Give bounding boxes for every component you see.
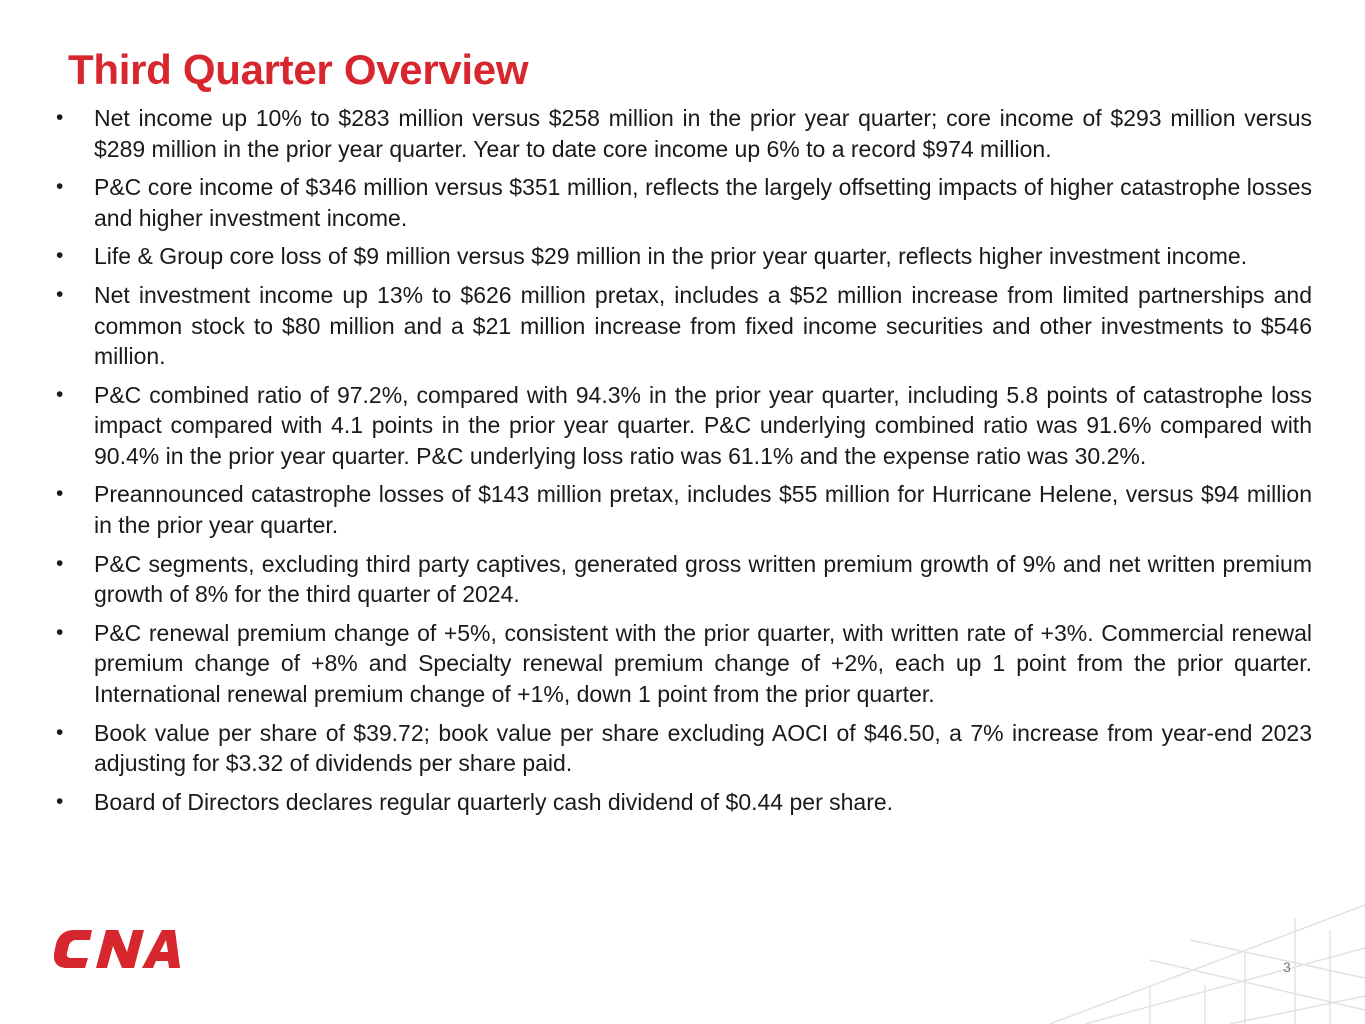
bullet-marker: •	[56, 482, 64, 506]
bullet-marker: •	[56, 283, 64, 307]
bullet-item	[56, 618, 1312, 710]
bullet-item	[56, 549, 1312, 610]
bullet-item	[56, 479, 1312, 540]
bullet-marker: •	[56, 720, 64, 744]
bullet-text: P&C core income of $346 million versus $351 million, reflects the largely offsetting impacts of higher catastrophe losses and higher investment income.	[94, 174, 1312, 231]
bullet-marker: •	[56, 106, 64, 129]
bullet-marker: •	[56, 244, 64, 268]
bullet-marker: •	[56, 175, 64, 199]
slide-title: Third Quarter Overview	[68, 46, 529, 93]
bullet-text: P&C renewal premium change of +5%, consistent with the prior quarter, with written rate of +3%. Commercial renewal premium change of +8% and Specialty renewal premium change of +2%, each up 1 point from the prior quarter. International renewal premium change of +1%, down 1 point from the prior quarter.	[94, 619, 1312, 707]
cna-logo	[54, 928, 182, 970]
bullet-item	[56, 787, 1312, 818]
bullet-item	[56, 280, 1312, 372]
bullet-item	[56, 172, 1312, 233]
bullet-marker: •	[56, 620, 64, 644]
bullet-marker: •	[56, 551, 64, 575]
bullet-text: Board of Directors declares regular quarterly cash dividend of $0.44 per share.	[94, 788, 894, 815]
bullet-text: P&C segments, excluding third party captives, generated gross written premium growth of 9% and net written premium growth of 8% for the third quarter of 2024.	[94, 550, 1312, 608]
bullet-marker: •	[56, 382, 64, 406]
bullet-text: Net income up 10% to $283 million versus $258 million in the prior year quarter; core income of $293 million versus $289 million in the prior year quarter. Year to date core income up 6% to a record $974 million.	[94, 105, 1312, 162]
bullet-text: Life & Group core loss of $9 million versus $29 million in the prior year quarter, reflects higher investment income.	[94, 243, 1248, 270]
bullet-item	[56, 103, 1312, 164]
bullet-marker: •	[56, 789, 64, 813]
page-number: 3	[1283, 959, 1291, 975]
bullet-item	[56, 241, 1312, 272]
bullet-item	[56, 718, 1312, 779]
overview-bullet-list	[56, 103, 1312, 825]
bullet-item	[56, 380, 1312, 472]
bullet-text: Net investment income up 13% to $626 million pretax, includes a $52 million increase from limited partnerships and common stock to $80 million and a $21 million increase from fixed income securities and other investments to $546 million.	[94, 282, 1312, 370]
bullet-text: P&C combined ratio of 97.2%, compared with 94.3% in the prior year quarter, including 5.8 points of catastrophe loss impact compared with 4.1 points in the prior year quarter. P&C underlying combined ratio was 91.6% compared with 90.4% in the prior year quarter. P&C underlying loss ratio was 61.1% and the expense ratio was 30.2%.	[94, 381, 1312, 469]
bullet-text: Preannounced catastrophe losses of $143 million pretax, includes $55 million for Hurricane Helene, versus $94 million in the prior year quarter.	[94, 481, 1312, 538]
bullet-text: Book value per share of $39.72; book value per share excluding AOCI of $46.50, a 7% increase from year-end 2023 adjusting for $3.32 of dividends per share paid.	[94, 719, 1312, 776]
